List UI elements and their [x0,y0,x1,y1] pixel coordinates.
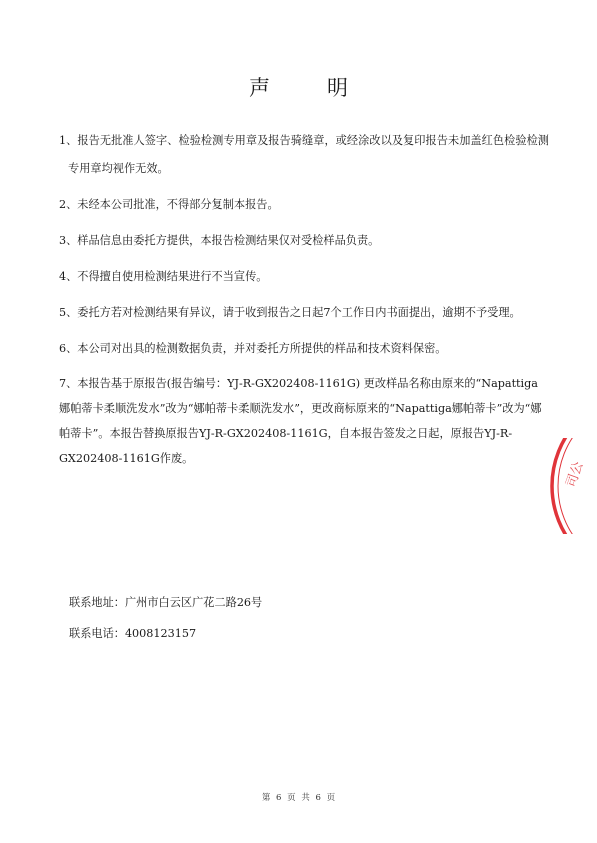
contact-address: 联系地址：广州市白云区广花二路26号 [69,596,263,609]
statement-item-7: 7、本报告基于原报告(报告编号：YJ-R-GX202408-1161G) 更改样品名称由原来的“Napattiga娜帕蒂卡柔顺洗发水”改为“娜帕蒂卡柔顺洗发水”，更改商标原来的“Napattiga娜帕蒂卡”改为“娜帕蒂卡”。本报告替换原报告YJ-R-GX202408-1161G，自本报告签发之日起，原报告YJ-R-GX202408-1161G作废。 [59,377,542,465]
svg-text:司公: 司公 [563,459,587,490]
statement-item-5: 5、委托方若对检测结果有异议，请于收到报告之日起7个工作日内书面提出，逾期不予受理。 [59,306,521,319]
statement-list [59,127,549,479]
page-footer: 第 6 页 共 6 页 [261,793,336,803]
statement-item-2: 2、未经本公司批准，不得部分复制本报告。 [59,198,279,211]
page-title: 声 明 [249,76,366,100]
contact-phone: 联系电话：4008123157 [69,627,197,640]
red-seal-stamp [548,438,597,534]
statement-item-3: 3、样品信息由委托方提供，本报告检测结果仅对受检样品负责。 [59,234,380,247]
statement-item-1: 1、报告无批准人签字、检验检测专用章及报告骑缝章，或经涂改以及复印报告未加盖红色检验检测专用章均视作无效。 [59,134,549,175]
statement-item-6: 6、本公司对出具的检测数据负责，并对委托方所提供的样品和技术资料保密。 [59,342,447,355]
statement-item-4: 4、不得擅自使用检测结果进行不当宣传。 [59,270,268,283]
